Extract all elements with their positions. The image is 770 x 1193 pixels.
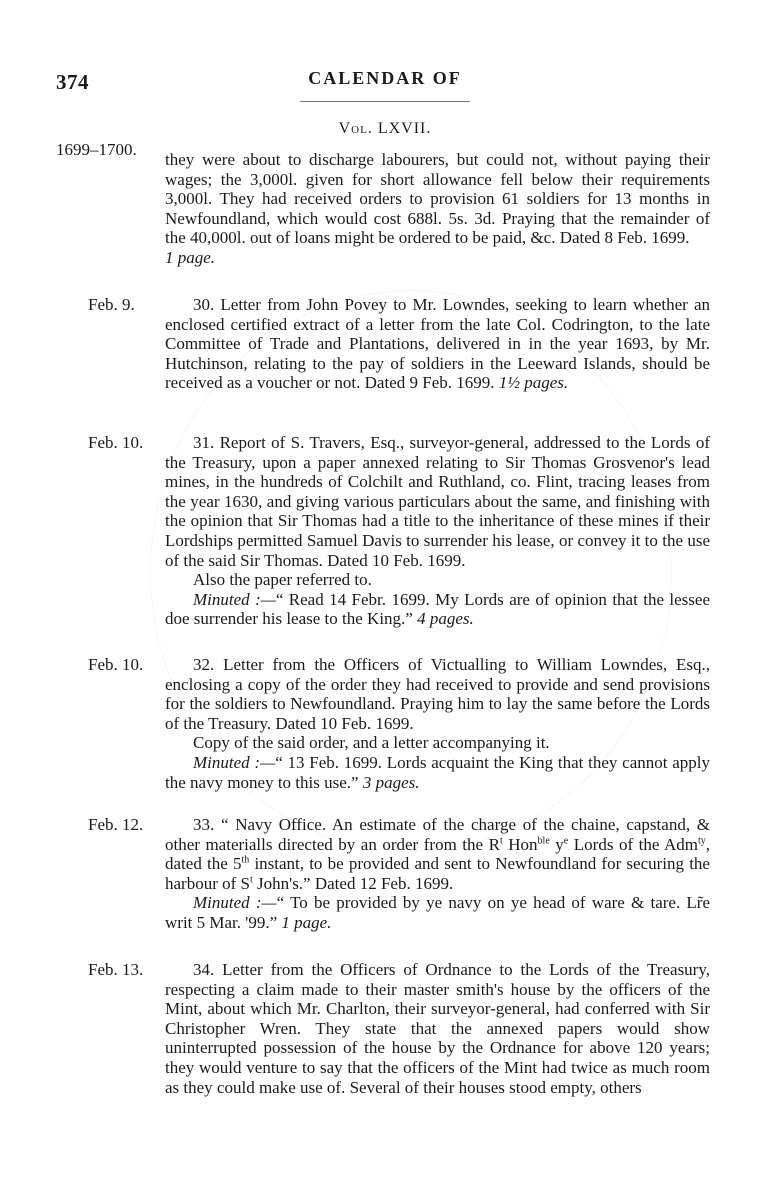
page-count: 4 pages. [417,609,474,629]
entry-date: Feb. 12. [88,815,144,834]
minuted-label: Minuted :— [193,893,277,913]
entry-text: 32. Letter from the Officers of Victualling to William Lowndes, Esq., enclosing a copy of the order they had received to provide and send provisions for the soldiers to Newfoundland. Praying him to lay the same before the Lords of the Treasury. Dated 10 Feb. 1699. [165,655,710,733]
entry-33 [165,815,710,933]
entry-date: Feb. 10. [88,433,144,452]
entry-date: Feb. 9. [88,295,135,314]
page-count: 1½ pages. [498,373,569,393]
entry-text: 34. Letter from the Officers of Ordnance to the Lords of the Treasury, respecting a claim made to their master smith's house by the officers of the Mint, about which Mr. Charlton, their surveyor-general, had conferred with Sir Christopher Wren. They state that the annexed papers would show uninterrupted possession of the house by the Ordnance for above 120 years; they would venture to say that the officers of the Mint had twice as much room as they could make use of. Several of their houses stood empty, others [165,960,710,1097]
entry-34 [165,960,710,1097]
also-note: Also the paper referred to. [193,570,372,590]
page-count: 1 page. [281,912,332,932]
entry-30 [165,295,710,393]
minuted-label: Minuted :— [193,589,276,609]
also-note: Copy of the said order, and a letter accompanying it. [193,733,550,753]
entry-date: Feb. 10. [88,655,144,674]
entry-text: 30. Letter from John Povey to Mr. Lowndes, seeking to learn whether an enclosed certified extract of a letter from the late Col. Codrington, to the late Committee of Trade and Plantations, delivered in in the year 1693, by Mr. Hutchinson, relating to the pay of soldiers in the Leeward Islands, should be received as a voucher or not. Dated 9 Feb. 1699. [165,295,710,393]
entry-32 [165,655,710,792]
minuted-label: Minuted :— [193,752,276,772]
continuation-text: they were about to discharge labourers, but could not, without paying their wages; the 3,000l. given for short allowance fell below their requirements 3,000l. They had received orders to provision 61 soldiers for 13 months in Newfoundland, which would cost 688l. 5s. 3d. Praying that the remainder of the 40,000l. out of loans might be ordered to be paid, &c. Dated 8 Feb. 1699. [165,150,710,248]
page-number: 374 [56,70,89,94]
entry-text: 33. “ Navy Office. An estimate of the charge of the chaine, capstand, & other materialls directed by an order from the $R^t$ Hon$^{ble}$ $y^e$ Lords of the Adm$^{ty}$, dated the 5th instant, to be provided and sent to Newfoundland for securing the harbour of $S^t$ John's.” Dated 12 Feb. 1699. [165,815,711,893]
header-rule [300,101,470,102]
minuted-text: “ To be provided by ye navy on ye head of ware & tare. Lr̃e writ 5 Mar. '99.” [165,893,710,932]
minuted-text: “ 13 Feb. 1699. Lords acquaint the King that they cannot apply the navy money to this use.” [165,752,710,792]
continuation-entry [165,150,710,268]
entry-date: Feb. 13. [88,960,144,979]
running-title: CALENDAR OF [308,68,462,88]
volume-heading: Vol. LXVII. [338,120,432,137]
year-range: 1699–1700. [56,140,137,159]
page-count: 3 pages. [362,772,420,792]
entry-31 [165,433,710,629]
entry-text: 31. Report of S. Travers, Esq., surveyor-general, addressed to the Lords of the Treasury, upon a paper annexed relating to Sir Thomas Grosvenor's lead mines, in the hundreds of Colchilt and Ruthland, co. Flint, tracing leases from the year 1630, and giving various particulars about the same, and finishing with the opinion that Sir Thomas had a title to the inheritance of these mines if their Lordships permitted Samuel Davis to surrender his lease, or convey it to the use of the said Sir Thomas. Dated 10 Feb. 1699. [165,433,710,570]
minuted-text: “ Read 14 Febr. 1699. My Lords are of opinion that the lessee doe surrender his lease to the King.” [165,589,710,629]
page-count: 1 page. [165,247,216,267]
